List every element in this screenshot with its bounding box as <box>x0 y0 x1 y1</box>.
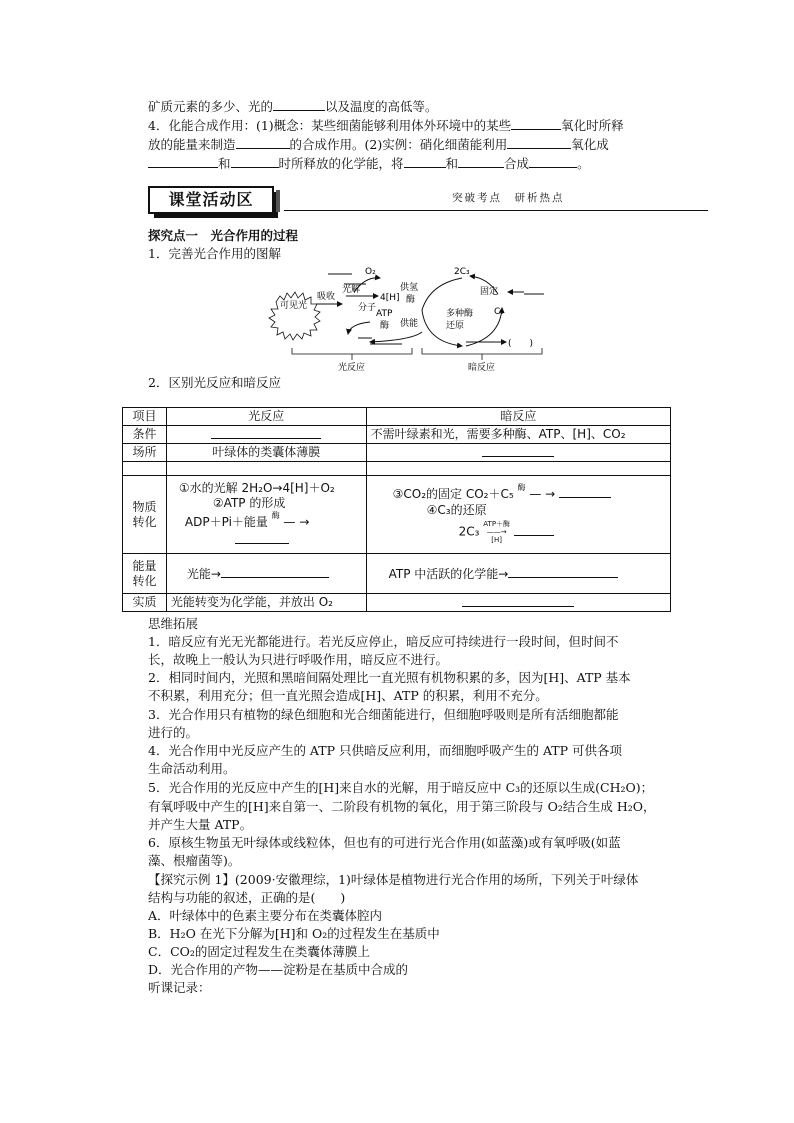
table-header-cell: 项目 <box>123 408 167 426</box>
text-line: 生命活动利用。 <box>148 761 236 776</box>
text-line: 并产生大量 ATP。 <box>148 817 253 832</box>
fill-blank[interactable] <box>148 155 218 168</box>
section-item: 1．完善光合作用的图解 <box>148 246 281 261</box>
label-supply-energy: 供能 <box>400 319 419 329</box>
label-fix: 固定 <box>480 287 499 297</box>
label-photolysis: 光解 <box>342 285 361 295</box>
comparison-table <box>122 407 671 612</box>
example-stem: 结构与功能的叙述，正确的是( ) <box>148 890 346 905</box>
text-line: 1．暗反应有光无光都能进行。若光反应停止，暗反应可持续进行一段时间，但时间不 <box>148 634 619 649</box>
text-line: 2．相同时间内，光照和黑暗间隔处理比一直光照有机物积累的多，因为[H]、ATP 基本 <box>148 670 631 685</box>
section-item: 2．区别光反应和暗反应 <box>148 375 281 390</box>
text-line: 不积累，利用充分；但一直光照会造成[H]、ATP 的积累，利用不充分。 <box>148 688 548 703</box>
fill-blank[interactable] <box>236 136 290 149</box>
fill-blank[interactable] <box>231 155 279 168</box>
text-line: 3．光合作用只有植物的绿色细胞和光合细菌能进行，但细胞呼吸则是所有活细胞都能 <box>148 707 619 722</box>
option-c[interactable]: C．CO₂的固定过程发生在类囊体薄膜上 <box>148 944 370 959</box>
fill-blank[interactable] <box>221 565 329 578</box>
fill-blank[interactable] <box>211 426 321 439</box>
option-a[interactable]: A．叶绿体中的色素主要分布在类囊体腔内 <box>148 908 383 923</box>
option-d[interactable]: D．光合作用的产物——淀粉是在基质中合成的 <box>148 962 409 977</box>
fill-blank[interactable] <box>507 136 571 149</box>
text-line: 藻、根瘤菌等)。 <box>148 853 241 868</box>
table-cell: 叶绿体的类囊体薄膜 <box>166 444 366 462</box>
table-row <box>123 444 671 462</box>
table-row <box>123 462 671 476</box>
label-o2: O₂ <box>365 267 376 277</box>
fill-blank[interactable] <box>458 155 504 168</box>
label-atp-enzyme: 酶 <box>380 321 390 331</box>
section-title: 探究点一 光合作用的过程 <box>148 228 299 243</box>
table-row <box>123 408 671 426</box>
label-atp: ATP <box>376 309 393 319</box>
text-line: 6．原核生物虽无叶绿体或线粒体，但也有的可进行光合作用(如蓝藻)或有氧呼吸(如蓝 <box>148 835 621 850</box>
text-line: 4．化能合成作用：(1)概念：某些细菌能够利用体外环境中的某些 氧化时所释 <box>148 118 624 133</box>
text-line: 矿质元素的多少、光的 以及温度的高低等。 <box>148 99 438 114</box>
label-4h: 4[H] <box>380 293 400 303</box>
thinking-title: 思维拓展 <box>148 616 199 631</box>
table-header-cell: 光反应 <box>166 408 366 426</box>
option-b[interactable]: B．H₂O 在光下分解为[H]和 O₂的过程发生在基质中 <box>148 926 440 941</box>
label-multi-enzyme: 多种酶 <box>446 309 474 319</box>
text-line: 进行的。 <box>148 725 199 740</box>
table-cell: 光能→ <box>166 554 366 594</box>
banner-subtitle: 突破考点 研析热点 <box>452 192 565 204</box>
table-cell: ①水的光解 2H₂O→4[H]＋O₂ ②ATP 的形成 ADP＋Pi＋能量 $^酶$ — → <box>166 476 366 554</box>
label-supply-h-enzyme: 酶 <box>406 295 416 305</box>
label-c5: C₅ <box>494 307 504 317</box>
example-stem: 【探究示例 1】(2009·安徽理综，1)叶绿体是植物进行光合作用的场所，下列关于叶绿体 <box>148 872 639 887</box>
fill-blank[interactable] <box>529 155 577 168</box>
fill-blank[interactable] <box>482 444 554 457</box>
fill-blank[interactable] <box>273 98 325 111</box>
section-banner <box>148 186 708 212</box>
table-row <box>123 476 671 554</box>
text-line: 5．光合作用的光反应中产生的[H]来自水的光解，用于暗反应中 C₃的还原以生成(CH₂O)； <box>148 780 654 795</box>
table-row <box>123 594 671 612</box>
label-dark-reaction: 暗反应 <box>468 363 496 372</box>
fill-blank[interactable] <box>508 565 618 578</box>
label-light: 可见光 <box>280 301 308 311</box>
fill-blank[interactable] <box>511 117 561 130</box>
table-row <box>123 554 671 594</box>
row-label: 物质 转化 <box>123 476 167 554</box>
table-header-cell: 暗反应 <box>366 408 670 426</box>
sun-icon <box>269 292 320 340</box>
table-cell: 光能转变为化学能，并放出 O₂ <box>166 594 366 612</box>
text-line: 和 时所释放的化学能，将 和 合成 。 <box>148 155 590 172</box>
notes-label: 听课记录： <box>148 980 211 995</box>
table-cell: ③CO₂的固定 CO₂＋C₅ $^酶$ — → ④C₃的还原 2C₃ ATP＋酶 ——→ [H] <box>366 476 670 554</box>
fill-blank[interactable] <box>462 594 574 607</box>
text-line: 放的能量来制造 的合成作用。(2)实例：硝化细菌能利用 氧化成 <box>148 137 609 152</box>
fill-blank[interactable] <box>514 523 554 536</box>
label-molecule: 分子 <box>358 303 377 313</box>
label-2c3: 2C₃ <box>454 267 470 277</box>
label-light-reaction: 光反应 <box>338 363 366 372</box>
table-row <box>123 426 671 444</box>
label-absorb: 吸收 <box>317 292 336 302</box>
fill-blank[interactable] <box>404 155 446 168</box>
table-cell: ATP 中活跃的化学能→ <box>366 554 670 594</box>
fill-blank[interactable] <box>559 485 611 498</box>
label-paren: ( ) <box>508 339 534 349</box>
label-supply-h: 供氢 <box>400 283 419 293</box>
fill-blank[interactable] <box>235 531 289 544</box>
row-label: 场所 <box>123 444 167 462</box>
row-label: 实质 <box>123 594 167 612</box>
text-line: 有氧呼吸中产生的[H]来自第一、二阶段有机物的氧化，用于第三阶段与 O₂结合生成 H₂O， <box>148 799 656 814</box>
row-label: 条件 <box>123 426 167 444</box>
banner-title: 课堂活动区 <box>148 186 274 214</box>
table-cell: 不需叶绿素和光，需要多种酶、ATP、[H]、CO₂ <box>366 426 670 444</box>
label-reduce: 还原 <box>446 321 465 331</box>
text-line: 长，故晚上一般认为只进行呼吸作用，暗反应不进行。 <box>148 652 449 667</box>
text-line: 4．光合作用中光反应产生的 ATP 只供暗反应利用，而细胞呼吸产生的 ATP 可供各项 <box>148 743 623 758</box>
row-label: 能量 转化 <box>123 554 167 594</box>
photosynthesis-diagram <box>262 262 562 372</box>
